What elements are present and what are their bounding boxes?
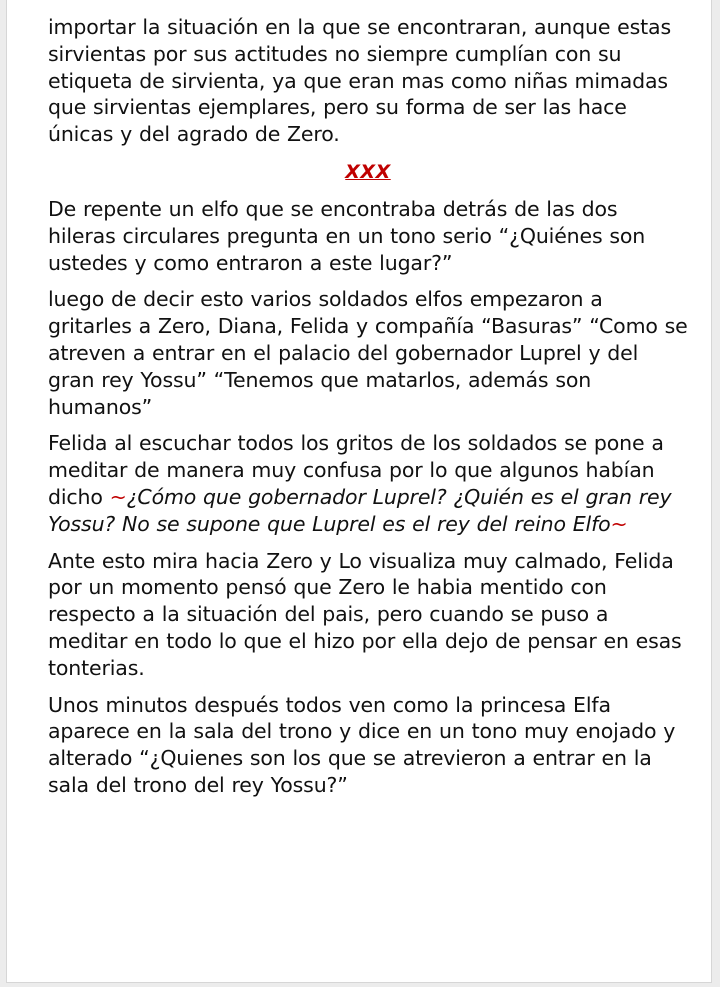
paragraph-4-intro: Felida al escuchar todos los gritos de los soldados se pone a meditar de manera muy confusa por lo que algunos habían dicho [48, 431, 664, 509]
separator-mark: XXX [345, 160, 391, 183]
document-body [48, 14, 688, 809]
paragraph-4 [48, 430, 688, 537]
scene-separator [48, 158, 688, 184]
paragraph-6: Unos minutos después todos ven como la princesa Elfa aparece en la sala del trono y dice en un tono muy enojado y alterado “¿Quienes son los que se atrevieron a entrar en la sala del trono del rey Yossu?” [48, 692, 676, 797]
thought-open-mark: ~ [109, 484, 127, 509]
paragraph-5: Ante esto mira hacia Zero y Lo visualiza muy calmado, Felida por un momento pensó que Zero le habia mentido con respecto a la situación del pais, pero cuando se puso a meditar en todo lo que el hizo por ella dejo de pensar en esas tonterias. [48, 548, 682, 680]
paragraph-1: importar la situación en la que se encontraran, aunque estas sirvientas por sus actitudes no siempre cumplían con su etiqueta de sirvienta, ya que eran mas como niñas mimadas que sirvientas ejemplares, pero su forma de ser las hace únicas y del agrado de Zero. [48, 15, 672, 147]
paragraph-2: De repente un elfo que se encontraba detrás de las dos hileras circulares pregunta en un tono serio “¿Quiénes son ustedes y como entraron a este lugar?” [48, 196, 646, 275]
document-page [6, 0, 712, 983]
paragraph-3: luego de decir esto varios soldados elfos empezaron a gritarles a Zero, Diana, Felida y compañía “Basuras” “Como se atreven a entrar en el palacio del gobernador Luprel y del gran rey Yossu” “Tenemos que matarlos, además son humanos” [48, 287, 688, 419]
inner-thought: ¿Cómo que gobernador Luprel? ¿Quién es el gran rey Yossu? No se supone que Luprel es el rey del reino Elfo [48, 484, 672, 536]
thought-close-mark: ~ [610, 511, 628, 536]
